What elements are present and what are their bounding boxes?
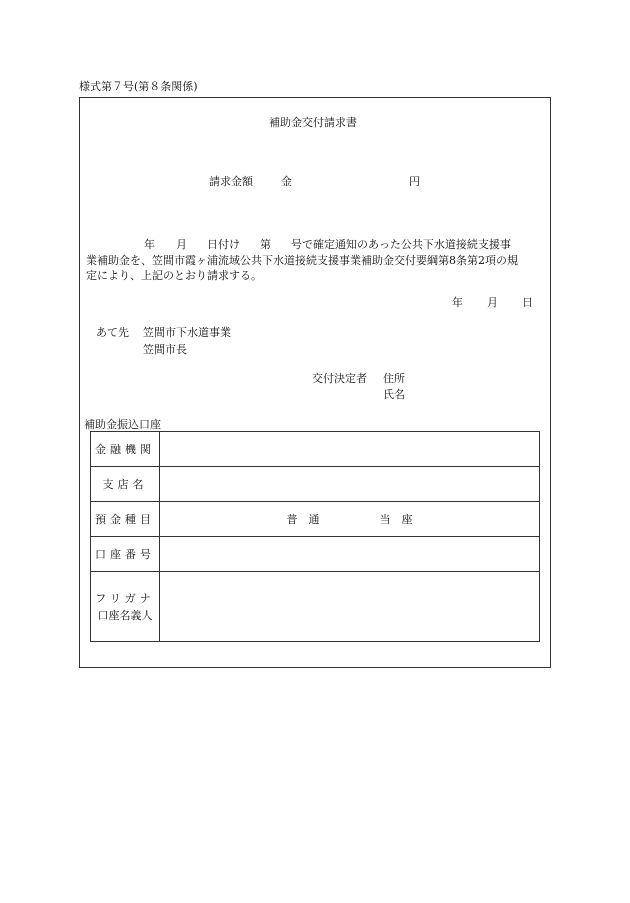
addressee-label: あて先 [96, 326, 129, 339]
date-month: 月 [487, 296, 498, 309]
amount-label: 請求金額 [209, 175, 253, 188]
recipient-name-label: 氏名 [383, 388, 405, 401]
addressee-line-2: 笠間市長 [143, 343, 187, 356]
year-label: 年 [144, 238, 155, 251]
branch-label: 支店名 [91, 467, 160, 502]
furigana-label: フリガナ [95, 591, 155, 605]
statement-line-1 [86, 237, 548, 253]
account-table [90, 431, 540, 642]
account-number-label: 口座番号 [91, 537, 160, 572]
document-title: 補助金交付請求書 [269, 116, 357, 129]
holder-name-label: 口座名義人 [97, 608, 153, 622]
holder-field[interactable] [160, 572, 540, 642]
bank-label: 金融機関 [91, 432, 160, 467]
request-statement [86, 237, 548, 284]
form-number: 様式第７号(第８条関係) [79, 80, 198, 93]
branch-field[interactable] [160, 467, 540, 502]
date-line [452, 297, 533, 308]
deposit-type-field[interactable] [160, 502, 540, 537]
type-option-ordinary[interactable]: 普 通 [286, 513, 320, 526]
day-label: 日付け [207, 238, 240, 251]
deposit-type-label: 預金種目 [91, 502, 160, 537]
date-year: 年 [452, 296, 463, 309]
amount-prefix: 金 [281, 175, 292, 188]
table-row [91, 502, 540, 537]
recipient-address-label: 住所 [383, 372, 405, 385]
recipient-label: 交付決定者 [312, 372, 367, 385]
number-suffix-text: 号で確定通知のあった公共下水道接続支援事 [291, 238, 511, 251]
statement-line-3: 定により、上記のとおり請求する。 [86, 269, 262, 282]
amount-unit: 円 [409, 175, 420, 188]
table-row [91, 467, 540, 502]
table-row [91, 572, 540, 642]
holder-label [91, 572, 160, 642]
statement-line-2: 業補助金を、笠間市霞ヶ浦流域公共下水道接続支援事業補助金交付要綱第8条第2項の規 [86, 253, 518, 267]
table-row [91, 537, 540, 572]
table-row [91, 432, 540, 467]
date-day: 日 [522, 296, 533, 309]
account-number-field[interactable] [160, 537, 540, 572]
month-label: 月 [176, 238, 187, 251]
number-prefix: 第 [260, 238, 271, 251]
type-option-current[interactable]: 当 座 [379, 513, 413, 526]
addressee-line-1: 笠間市下水道事業 [143, 326, 231, 339]
bank-field[interactable] [160, 432, 540, 467]
account-section-title: 補助金振込口座 [84, 418, 161, 431]
